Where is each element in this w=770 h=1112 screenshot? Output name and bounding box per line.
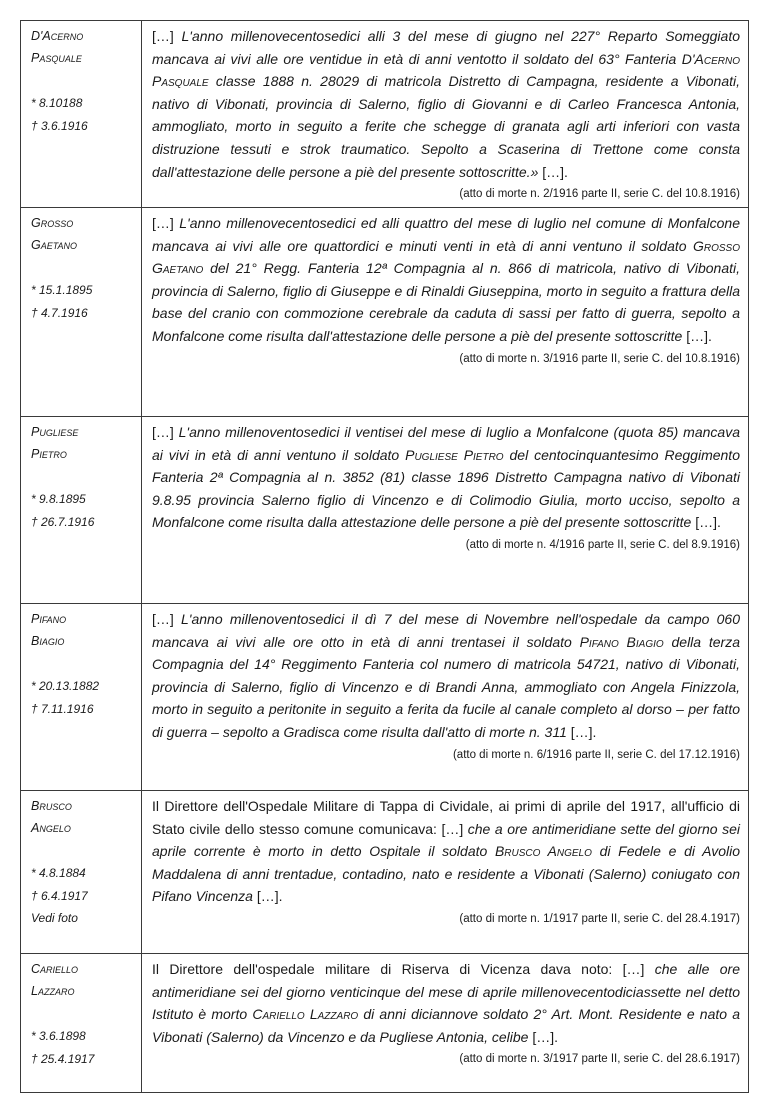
birth-date: * 3.6.1898 xyxy=(31,1029,86,1043)
life-dates xyxy=(31,862,137,930)
life-dates xyxy=(31,279,137,324)
record-citation: (atto di morte n. 1/1917 parte II, serie C. del 28.4.1917) xyxy=(459,912,740,925)
soldier-name-cell xyxy=(21,417,142,604)
soldier-name-inline: Grosso Gaetano xyxy=(152,237,740,277)
table-row xyxy=(21,604,749,791)
record-text-cell xyxy=(142,791,749,954)
record-citation: (atto di morte n. 3/1916 parte II, serie C. del 10.8.1916) xyxy=(459,352,740,365)
soldier-name-cell xyxy=(21,954,142,1093)
record-text xyxy=(152,421,740,534)
record-ellipsis: […]. xyxy=(682,327,712,344)
soldier-name-cell xyxy=(21,21,142,208)
soldier-surname: D'Acerno xyxy=(31,29,84,43)
soldier-name-inline: Pifano Biagio xyxy=(579,633,664,650)
table-row xyxy=(21,208,749,417)
record-intro: […] xyxy=(152,28,182,44)
record-text-cell xyxy=(142,21,749,208)
table-row xyxy=(21,417,749,604)
soldier-surname: Grosso xyxy=(31,216,74,230)
soldier-given-name: Angelo xyxy=(31,821,71,835)
soldier-surname: Pifano xyxy=(31,612,67,626)
life-dates xyxy=(31,92,137,137)
record-text xyxy=(152,958,740,1048)
record-ellipsis: […]. xyxy=(566,723,597,740)
soldier-given-name: Lazzaro xyxy=(31,984,75,998)
record-quote-cont: di Fedele e di Avolio Maddalena di anni trentadue, contadino, nato e residente a Vibonati (Salerno) coniugato con Pifano Vincenza xyxy=(152,843,740,905)
record-quote-cont: della terza Compagnia del 14° Reggimento Fanteria col numero di matricola 54721, nativo di Vibonati, provincia di Salerno, figlio di Vincenzo e di Brandi Anna, ammogliato con Angela Finizzola, morto in seguito a peritonite in seguito a ferita da fucile al canale completo al dorso – per fatto di guerra – sepolto a Gradisca come risulta dall'atto di morte n. 311 xyxy=(152,633,741,740)
birth-date: * 15.1.1895 xyxy=(31,283,93,297)
death-date: † 26.7.1916 xyxy=(31,514,95,529)
record-quote: L'anno millenovecentosedici alli 3 del mese di giugno nel 227° Reparto Someggiato mancava ai vivi alle ore ventidue in età di anni ventotto il soldato del 63° Fanteria xyxy=(152,28,740,67)
record-intro: […] xyxy=(152,424,179,440)
death-date: † 6.4.1917 xyxy=(31,888,88,903)
record-quote: L'anno millenoventosedici il dì 7 del mese di Novembre nell'ospedale da campo 060 mancava ai vivi alle ore otto in età di anni trentasei il soldato xyxy=(152,611,741,650)
record-citation: (atto di morte n. 6/1916 parte II, serie C. del 17.12.1916) xyxy=(452,748,740,761)
record-intro: […] xyxy=(152,215,180,231)
record-intro: Il Direttore dell'ospedale militare di Riserva di Vicenza dava noto: […] xyxy=(152,961,655,977)
record-ellipsis: […]. xyxy=(538,163,568,180)
record-citation: (atto di morte n. 2/1916 parte II, serie C. del 10.8.1916) xyxy=(459,188,740,201)
soldier-name-inline: D'Acerno Pasquale xyxy=(152,50,740,90)
record-ellipsis: […]. xyxy=(691,514,721,531)
birth-date: * 8.10188 xyxy=(31,96,83,110)
record-text xyxy=(152,608,740,744)
record-text xyxy=(152,25,740,183)
soldier-given-name: Gaetano xyxy=(31,238,78,252)
record-quote: che a ore antimeridiane sette del giorno sei aprile corrente è morto in detto Ospitale il soldato xyxy=(152,820,740,860)
record-ellipsis: […]. xyxy=(252,888,283,905)
soldier-name-inline: Cariello Lazzaro xyxy=(252,1006,359,1023)
soldier-given-name: Pietro xyxy=(31,447,67,461)
soldier-surname: Cariello xyxy=(31,962,79,976)
soldier-surname: Pugliese xyxy=(31,425,79,439)
birth-date: * 9.8.1895 xyxy=(31,492,86,506)
record-text-cell xyxy=(142,954,749,1093)
table-row xyxy=(21,954,749,1093)
death-date: † 3.6.1916 xyxy=(31,118,88,133)
record-quote-cont: del centocinquantesimo Reggimento Fanteria 2ª Compagnia al n. 3852 (81) classe 1896 Distretto Campagna nativo di Vibonati 9.8.95 provincia Salerno figlio di Vincenzo e di Colimodio Giulia, morto ucciso, sepolto a Monfalcone come risulta dalla attestazione delle persone a piè del presente sottoscritte xyxy=(152,446,740,531)
record-text-cell xyxy=(142,208,749,417)
record-quote-cont: del 21° Regg. Fanteria 12ª Compagnia al n. 866 di matricola, nativo di Vibonati, provincia di Salerno, figlio di Giuseppe e di Rinaldi Giuseppina, morto in seguito a frattura della base del cranio con commozione cerebrale da caduta di sassi per fatto di guerra, sepolto a Monfalcone come risulta dall'attestazione delle persone a piè del presente sottoscritte xyxy=(152,260,740,344)
record-quote: L'anno millenovecentosedici ed alli quattro del mese di luglio nel comune di Monfalcone mancava ai vivi alle ore quattordici e minuti venti in età di anni ventuno il soldato xyxy=(152,215,740,254)
record-quote: che alle ore antimeridiane sei del giorno venticinque del mese di aprile millenovecentodiciassette nel detto Istituto è morto xyxy=(152,961,740,1023)
soldier-name-cell xyxy=(21,604,142,791)
soldier-given-name: Pasquale xyxy=(31,51,82,65)
life-dates xyxy=(31,1025,137,1070)
soldier-name-cell xyxy=(21,208,142,417)
record-text-cell xyxy=(142,417,749,604)
record-ellipsis: […]. xyxy=(528,1028,559,1045)
record-quote-cont: classe 1888 n. 28029 di matricola Distretto di Campagna, residente a Vibonati, nativo di Vibonati, provincia di Salerno, figlio di Giovanni e di Carleo Francesca Antonia, ammogliato, morto in seguito a ferite che schegge di granata agli arti inferiori con vasta distruzione tessuti e strok traumatico. Sepolto a Scaserina di Trettone come consta dall'attestazione delle persone a piè del presente sottoscritte.» xyxy=(152,73,740,180)
record-text xyxy=(152,795,740,908)
record-intro: Il Direttore dell'Ospedale Militare di Tappa di Cividale, ai primi di aprile del 1917, all'ufficio di Stato civile dello stesso comune comunicava: […] xyxy=(152,798,740,837)
life-dates xyxy=(31,675,137,720)
photo-note: Vedi foto xyxy=(31,911,78,925)
death-date: † 25.4.1917 xyxy=(31,1051,95,1066)
soldier-name-inline: Pugliese Pietro xyxy=(405,446,504,463)
record-citation: (atto di morte n. 3/1917 parte II, serie C. del 28.6.1917) xyxy=(459,1053,740,1066)
soldier-surname: Brusco xyxy=(31,799,72,813)
record-quote: L'anno millenoventosedici il ventisei del mese di luglio a Monfalcone (quota 85) mancava ai vivi in età di anni ventuno il soldato xyxy=(152,424,740,463)
death-date: † 7.11.1916 xyxy=(31,701,94,716)
soldier-name-cell xyxy=(21,791,142,954)
life-dates xyxy=(31,488,137,533)
record-text-cell xyxy=(142,604,749,791)
record-intro: […] xyxy=(152,611,182,627)
death-date: † 4.7.1916 xyxy=(31,305,88,320)
soldier-given-name: Biagio xyxy=(31,634,65,648)
soldier-name-inline: Brusco Angelo xyxy=(494,843,592,860)
record-citation: (atto di morte n. 4/1916 parte II, serie C. del 8.9.1916) xyxy=(465,538,740,551)
table-row xyxy=(21,21,749,208)
table-row xyxy=(21,791,749,954)
record-text xyxy=(152,212,740,348)
birth-date: * 20.13.1882 xyxy=(31,679,100,693)
record-quote-cont: di anni diciannove soldato 2° Art. Mont. Residente e nato a Vibonati (Salerno) da Vincenzo e da Pugliese Antonia, celibe xyxy=(152,1006,741,1045)
birth-date: * 4.8.1884 xyxy=(31,866,86,880)
death-records-table xyxy=(20,20,749,1093)
